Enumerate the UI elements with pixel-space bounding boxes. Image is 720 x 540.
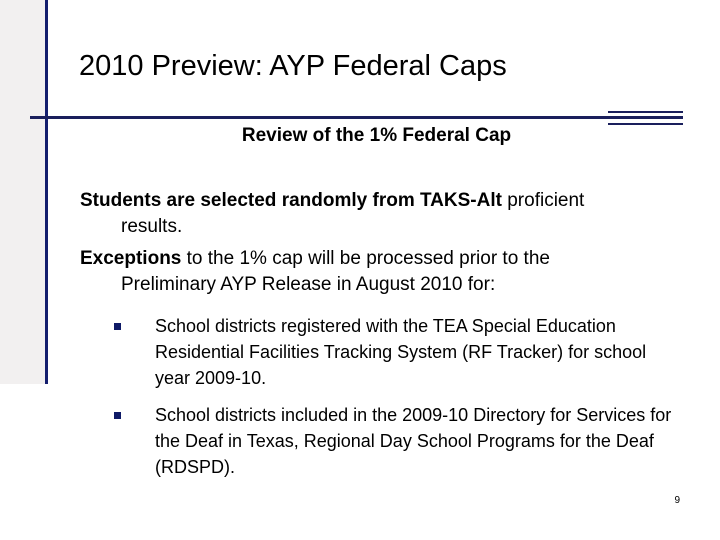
paragraph-students-line2: results. <box>121 216 183 237</box>
list-item <box>112 313 672 391</box>
paragraph-students-text: proficient <box>501 190 585 211</box>
title-underline <box>30 116 683 119</box>
left-bar-edge <box>45 0 48 384</box>
left-decorative-bar <box>0 0 47 384</box>
paragraph-exceptions-text: to the 1% cap will be processed prior to the <box>181 248 550 269</box>
paragraph-exceptions-line2: Preliminary AYP Release in August 2010 for: <box>121 274 496 295</box>
paragraph-exceptions <box>80 246 680 298</box>
list-item <box>112 402 672 480</box>
slide-subtitle: Review of the 1% Federal Cap <box>241 125 512 146</box>
paragraph-students-bold: Students are selected randomly from TAKS-Alt <box>80 190 502 211</box>
title-underline-accent-bar <box>608 116 683 119</box>
slide-title: 2010 Preview: AYP Federal Caps <box>79 50 507 82</box>
page-number: 9 <box>674 495 680 506</box>
list-item-text: School districts included in the 2009-10 Directory for Services for the Deaf in Texas, Regional Day School Programs for the Deaf (RDSPD). <box>155 405 672 477</box>
list-item-text: School districts registered with the TEA Special Education Residential Facilities Tracking System (RF Tracker) for school year 2009-10. <box>155 316 647 388</box>
square-bullet-icon <box>114 412 121 419</box>
paragraph-students <box>80 188 680 240</box>
square-bullet-icon <box>114 323 121 330</box>
paragraph-exceptions-bold: Exceptions <box>80 248 182 269</box>
exceptions-list <box>112 313 672 491</box>
